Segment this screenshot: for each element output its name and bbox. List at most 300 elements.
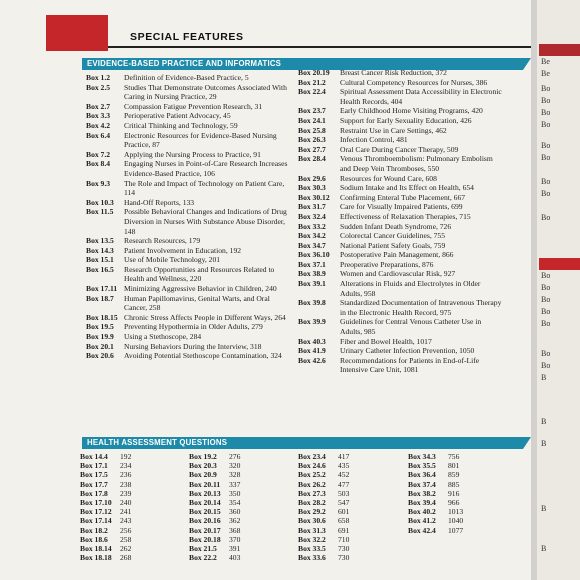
- feature-title: Urinary Catheter Infection Prevention, 1050: [340, 346, 475, 356]
- page-number: 601: [338, 507, 350, 517]
- health-assessment-column-2: [189, 452, 289, 562]
- box-number: Box 28.4: [298, 154, 326, 164]
- feature-title: Recommendations for Patients in End-of-Life Intensive Care Unit, 1081: [340, 355, 480, 375]
- page-number: 403: [229, 553, 241, 563]
- feature-entry: [298, 174, 504, 184]
- feature-title: Spiritual Assessment Data Accessibility in Electronic Health Records, 404: [340, 87, 502, 106]
- assessment-entry: [408, 507, 508, 516]
- adjacent-page-fragment: Bo: [541, 295, 551, 304]
- feature-title: National Patient Safety Goals, 759: [340, 240, 446, 250]
- box-number: Box 28.2: [298, 497, 326, 507]
- page-number: 730: [338, 553, 350, 563]
- health-assessment-heading: HEALTH ASSESSMENT QUESTIONS: [87, 438, 228, 447]
- box-number: Box 42.6: [298, 355, 326, 365]
- page-number: 452: [338, 470, 350, 480]
- feature-entry: [298, 135, 504, 145]
- box-number: Box 36.4: [408, 470, 436, 480]
- box-number: Box 30.6: [298, 516, 326, 526]
- feature-entry: [298, 145, 504, 155]
- adjacent-page-fragment: Bo: [541, 96, 551, 105]
- box-number: Box 22.4: [298, 87, 326, 97]
- adjacent-red-bar: [539, 258, 580, 270]
- feature-title: Oral Care During Cancer Therapy, 509: [340, 144, 459, 154]
- box-number: Box 25.2: [298, 470, 326, 480]
- box-number: Box 19.5: [86, 322, 114, 332]
- health-assessment-column-1: [80, 452, 180, 562]
- feature-title: Standardized Documentation of Intravenous Therapy in the Electronic Health Record, 975: [340, 298, 502, 317]
- box-number: Box 7.2: [86, 149, 111, 159]
- box-number: Box 20.3: [189, 461, 217, 471]
- feature-title: Sodium Intake and Its Effect on Health, 654: [340, 183, 474, 193]
- assessment-entry: [189, 452, 289, 461]
- feature-entry: [86, 73, 290, 83]
- feature-entry: [86, 342, 290, 352]
- box-number: Box 18.6: [80, 534, 108, 544]
- assessment-entry: [189, 516, 289, 525]
- box-number: Box 24.6: [298, 461, 326, 471]
- box-number: Box 26.3: [298, 135, 326, 145]
- assessment-entry: [298, 526, 398, 535]
- box-number: Box 20.17: [189, 525, 221, 535]
- page-number: 859: [448, 470, 460, 480]
- adjacent-page-fragment: B: [541, 373, 547, 382]
- feature-entry: [86, 246, 290, 256]
- feature-title: Colorectal Cancer Guidelines, 755: [340, 231, 446, 241]
- feature-entry: [86, 102, 290, 112]
- feature-title: Guidelines for Central Venous Catheter Use in Adults, 985: [340, 317, 482, 337]
- feature-title: Studies That Demonstrate Outcomes Associated With Caring in Nursing Practice, 29: [124, 82, 287, 102]
- page-number: 756: [448, 452, 460, 461]
- feature-entry: [298, 116, 504, 126]
- page-number: 547: [338, 497, 350, 507]
- box-number: Box 41.9: [298, 346, 326, 356]
- assessment-entry: [408, 480, 508, 489]
- assessment-entry: [298, 544, 398, 553]
- feature-title: Confirming Enteral Tube Placement, 667: [340, 192, 466, 202]
- page-number: 658: [338, 516, 350, 526]
- feature-entry: [298, 126, 504, 136]
- box-number: Box 34.7: [298, 240, 326, 250]
- feature-title: Perioperative Patient Advocacy, 45: [124, 111, 231, 121]
- assessment-entry: [189, 489, 289, 498]
- page-number: 477: [338, 479, 350, 489]
- assessment-entry: [80, 516, 180, 525]
- health-assessment-column-4: [408, 452, 508, 535]
- feature-entry: [86, 294, 290, 313]
- assessment-entry: [298, 470, 398, 479]
- box-number: Box 31.7: [298, 202, 326, 212]
- page-number: 328: [229, 470, 241, 480]
- assessment-entry: [189, 461, 289, 470]
- assessment-entry: [298, 553, 398, 562]
- page-number: 350: [229, 488, 241, 498]
- feature-title: Research Opportunities and Resources Related to Health and Wellness, 220: [124, 264, 275, 284]
- feature-title: Human Papillomavirus, Genital Warts, and Oral Cancer, 258: [124, 293, 270, 313]
- box-number: Box 33.2: [298, 221, 326, 231]
- ebp-right-column: [298, 68, 504, 375]
- feature-entry: [298, 106, 504, 116]
- assessment-entry: [408, 489, 508, 498]
- box-number: Box 2.5: [86, 82, 111, 92]
- box-number: Box 32.2: [298, 534, 326, 544]
- box-number: Box 17.12: [80, 507, 112, 517]
- page-number: 262: [120, 543, 132, 553]
- assessment-entry: [298, 516, 398, 525]
- box-number: Box 18.7: [86, 293, 114, 303]
- feature-entry: [298, 317, 504, 336]
- feature-entry: [298, 346, 504, 356]
- page-number: 503: [338, 488, 350, 498]
- feature-entry: [86, 150, 290, 160]
- box-number: Box 20.14: [189, 497, 221, 507]
- box-number: Box 17.7: [80, 479, 108, 489]
- feature-entry: [298, 241, 504, 251]
- feature-title: Definition of Evidence-Based Practice, 5: [124, 73, 249, 82]
- feature-entry: [298, 78, 504, 88]
- feature-entry: [86, 198, 290, 208]
- feature-entry: [86, 332, 290, 342]
- box-number: Box 37.4: [408, 479, 436, 489]
- assessment-entry: [298, 489, 398, 498]
- box-number: Box 30.3: [298, 183, 326, 193]
- box-number: Box 17.1: [80, 461, 108, 471]
- assessment-entry: [189, 498, 289, 507]
- feature-title: Care for Visually Impaired Patients, 699: [340, 202, 463, 212]
- box-number: Box 20.13: [189, 488, 221, 498]
- box-number: Box 4.2: [86, 120, 111, 130]
- box-number: Box 16.5: [86, 264, 114, 274]
- feature-entry: [298, 68, 504, 78]
- assessment-entry: [80, 470, 180, 479]
- feature-title: Avoiding Potential Stethoscope Contamination, 324: [124, 351, 282, 361]
- feature-entry: [298, 279, 504, 298]
- assessment-entry: [80, 452, 180, 461]
- adjacent-page-edge: [531, 0, 580, 580]
- adjacent-page-fragment: Bo: [541, 108, 551, 117]
- feature-title: Sudden Infant Death Syndrome, 726: [340, 221, 452, 231]
- assessment-entry: [189, 507, 289, 516]
- box-number: Box 29.2: [298, 507, 326, 517]
- box-number: Box 17.14: [80, 516, 112, 526]
- box-number: Box 37.1: [298, 259, 326, 269]
- page-number: 710: [338, 534, 350, 544]
- feature-title: Use of Mobile Technology, 201: [124, 255, 221, 265]
- page-number: 391: [229, 543, 241, 553]
- feature-title: Support for Early Sexuality Education, 426: [340, 115, 472, 125]
- page-number: 360: [229, 507, 241, 517]
- assessment-entry: [298, 461, 398, 470]
- feature-entry: [86, 322, 290, 332]
- page-number: 435: [338, 461, 350, 471]
- adjacent-page-fragment: Be: [541, 69, 550, 78]
- box-number: Box 41.2: [408, 516, 436, 526]
- box-number: Box 14.3: [86, 245, 114, 255]
- box-number: Box 33.5: [298, 543, 326, 553]
- ebp-heading: EVIDENCE-BASED PRACTICE AND INFORMATICS: [87, 59, 282, 68]
- feature-entry: [298, 337, 504, 347]
- page-number: 241: [120, 507, 132, 517]
- assessment-entry: [189, 480, 289, 489]
- box-number: Box 38.9: [298, 269, 326, 279]
- feature-entry: [86, 179, 290, 198]
- box-number: Box 19.2: [189, 452, 217, 461]
- assessment-entry: [189, 526, 289, 535]
- feature-title: Postoperative Pain Management, 866: [340, 250, 454, 260]
- assessment-entry: [189, 470, 289, 479]
- adjacent-page-fragment: Be: [541, 57, 550, 66]
- box-number: Box 13.5: [86, 236, 114, 246]
- adjacent-page-fragment: Bo: [541, 120, 551, 129]
- box-number: Box 18.2: [80, 525, 108, 535]
- feature-entry: [86, 284, 290, 294]
- box-number: Box 2.7: [86, 101, 111, 111]
- feature-entry: [298, 193, 504, 203]
- feature-title: Engaging Nurses in Point-of-Care Research Increases Evidence-Based Practice, 106: [124, 159, 288, 178]
- page-number: 268: [120, 553, 132, 563]
- page-number: 258: [120, 534, 132, 544]
- box-number: Box 9.3: [86, 178, 111, 188]
- box-number: Box 14.4: [80, 452, 108, 461]
- page-number: 240: [120, 497, 132, 507]
- box-number: Box 32.4: [298, 211, 326, 221]
- feature-title: Breast Cancer Risk Reduction, 372: [340, 68, 447, 77]
- box-number: Box 39.8: [298, 298, 326, 308]
- feature-entry: [298, 222, 504, 232]
- page-number: 1013: [448, 507, 464, 517]
- box-number: Box 23.4: [298, 452, 326, 461]
- feature-title: Infection Control, 481: [340, 135, 408, 145]
- feature-title: Minimizing Aggressive Behavior in Children, 240: [124, 284, 277, 294]
- box-number: Box 23.7: [298, 106, 326, 116]
- feature-entry: [86, 111, 290, 121]
- adjacent-page-fragment: Bo: [541, 349, 551, 358]
- page-number: 691: [338, 525, 350, 535]
- box-number: Box 3.3: [86, 111, 111, 121]
- feature-entry: [86, 131, 290, 150]
- box-number: Box 20.9: [189, 470, 217, 480]
- title-divider: [108, 46, 531, 48]
- feature-entry: [86, 265, 290, 284]
- feature-entry: [86, 83, 290, 102]
- assessment-entry: [298, 535, 398, 544]
- adjacent-page-fragment: Bo: [541, 84, 551, 93]
- adjacent-page-fragment: Bo: [541, 141, 551, 150]
- page-number: 1040: [448, 516, 464, 526]
- adjacent-page-fragment: Bo: [541, 213, 551, 222]
- feature-title: Nursing Behaviors During the Interview, 318: [124, 341, 262, 351]
- feature-entry: [298, 356, 504, 375]
- feature-title: Restraint Use in Care Settings, 462: [340, 125, 447, 135]
- box-number: Box 38.2: [408, 488, 436, 498]
- assessment-entry: [80, 498, 180, 507]
- box-number: Box 18.14: [80, 543, 112, 553]
- page-number: 801: [448, 461, 460, 471]
- feature-title: Cultural Competency Resources for Nurses, 386: [340, 77, 488, 87]
- page-number: 234: [120, 461, 132, 471]
- box-number: Box 15.1: [86, 255, 114, 265]
- feature-title: Critical Thinking and Technology, 59: [124, 120, 238, 130]
- adjacent-page-fragment: Bo: [541, 307, 551, 316]
- assessment-entry: [80, 480, 180, 489]
- page-number: 1077: [448, 525, 464, 535]
- page-number: 362: [229, 516, 241, 526]
- feature-entry: [86, 351, 290, 361]
- box-number: Box 34.3: [408, 452, 436, 461]
- feature-title: Effectiveness of Relaxation Therapies, 715: [340, 211, 471, 221]
- section-color-tab: [46, 15, 108, 51]
- feature-entry: [298, 212, 504, 222]
- feature-title: Electronic Resources for Evidence-Based Nursing Practice, 87: [124, 130, 277, 150]
- feature-entry: [298, 298, 504, 317]
- page-number: 239: [120, 488, 132, 498]
- box-number: Box 20.19: [298, 68, 330, 77]
- assessment-entry: [189, 544, 289, 553]
- feature-entry: [86, 159, 290, 178]
- feature-entry: [298, 87, 504, 106]
- box-number: Box 17.10: [80, 497, 112, 507]
- assessment-entry: [408, 498, 508, 507]
- feature-entry: [86, 236, 290, 246]
- box-number: Box 36.10: [298, 250, 330, 260]
- page-number: 916: [448, 488, 460, 498]
- feature-entry: [86, 255, 290, 265]
- assessment-entry: [298, 452, 398, 461]
- page-number: 730: [338, 543, 350, 553]
- page-number: 370: [229, 534, 241, 544]
- feature-entry: [298, 183, 504, 193]
- assessment-entry: [189, 553, 289, 562]
- assessment-entry: [189, 535, 289, 544]
- adjacent-page-fragment: Bo: [541, 189, 551, 198]
- box-number: Box 10.3: [86, 197, 114, 207]
- feature-title: Applying the Nursing Process to Practice, 91: [124, 149, 261, 159]
- box-number: Box 21.2: [298, 77, 326, 87]
- box-number: Box 20.18: [189, 534, 221, 544]
- box-number: Box 18.15: [86, 312, 118, 322]
- feature-title: Possible Behavioral Changes and Indications of Drug Diversion in Nurses With Substance Abuse Disorder, 148: [124, 207, 287, 236]
- adjacent-page-fragment: Bo: [541, 361, 551, 370]
- assessment-entry: [80, 535, 180, 544]
- page-number: 192: [120, 452, 132, 461]
- box-number: Box 29.6: [298, 173, 326, 183]
- feature-title: Hand-Off Reports, 133: [124, 197, 195, 207]
- box-number: Box 34.2: [298, 231, 326, 241]
- box-number: Box 20.11: [189, 479, 221, 489]
- feature-title: Preoperative Preparations, 876: [340, 259, 434, 269]
- feature-entry: [298, 260, 504, 270]
- feature-title: Early Childhood Home Visiting Programs, 420: [340, 106, 483, 116]
- feature-entry: [298, 202, 504, 212]
- feature-title: Fiber and Bowel Health, 1017: [340, 336, 432, 346]
- feature-entry: [86, 313, 290, 323]
- assessment-entry: [408, 452, 508, 461]
- feature-title: Research Resources, 179: [124, 236, 201, 246]
- adjacent-page-fragment: B: [541, 504, 547, 513]
- box-number: Box 19.9: [86, 332, 114, 342]
- box-number: Box 33.6: [298, 553, 326, 563]
- ebp-left-column: [86, 73, 290, 361]
- box-number: Box 18.18: [80, 553, 112, 563]
- box-number: Box 27.3: [298, 488, 326, 498]
- assessment-entry: [80, 544, 180, 553]
- assessment-entry: [80, 553, 180, 562]
- page-number: 256: [120, 525, 132, 535]
- assessment-entry: [298, 480, 398, 489]
- box-number: Box 25.8: [298, 125, 326, 135]
- box-number: Box 20.1: [86, 341, 114, 351]
- box-number: Box 31.3: [298, 525, 326, 535]
- assessment-entry: [80, 489, 180, 498]
- assessment-entry: [408, 470, 508, 479]
- feature-title: Chronic Stress Affects People in Different Ways, 264: [124, 312, 286, 322]
- assessment-entry: [80, 507, 180, 516]
- feature-entry: [298, 154, 504, 173]
- feature-title: Patient Involvement in Education, 192: [124, 245, 242, 255]
- feature-entry: [86, 207, 290, 236]
- box-number: Box 39.9: [298, 317, 326, 327]
- box-number: Box 20.6: [86, 351, 114, 361]
- box-number: Box 42.4: [408, 525, 436, 535]
- feature-title: The Role and Impact of Technology on Patient Care, 114: [124, 178, 285, 198]
- page-number: 236: [120, 470, 132, 480]
- feature-title: Women and Cardiovascular Risk, 927: [340, 269, 456, 279]
- box-number: Box 30.12: [298, 192, 330, 202]
- assessment-entry: [408, 516, 508, 525]
- box-number: Box 17.11: [86, 284, 118, 294]
- page-number: 417: [338, 452, 350, 461]
- box-number: Box 6.4: [86, 130, 111, 140]
- box-number: Box 11.5: [86, 207, 114, 217]
- page-number: 337: [229, 479, 241, 489]
- page-number: 243: [120, 516, 132, 526]
- adjacent-page-fragment: B: [541, 544, 547, 553]
- adjacent-page-fragment: Bo: [541, 283, 551, 292]
- adjacent-page-fragment: Bo: [541, 319, 551, 328]
- feature-entry: [298, 231, 504, 241]
- box-number: Box 1.2: [86, 73, 111, 82]
- adjacent-page-fragment: B: [541, 439, 547, 448]
- page-number: 885: [448, 479, 460, 489]
- feature-entry: [298, 250, 504, 260]
- box-number: Box 17.8: [80, 488, 108, 498]
- health-assessment-column-3: [298, 452, 398, 562]
- box-number: Box 20.16: [189, 516, 221, 526]
- adjacent-page-fragment: Bo: [541, 271, 551, 280]
- box-number: Box 21.5: [189, 543, 217, 553]
- box-number: Box 26.2: [298, 479, 326, 489]
- adjacent-page-fragment: Bo: [541, 153, 551, 162]
- box-number: Box 24.1: [298, 115, 326, 125]
- box-number: Box 8.4: [86, 159, 111, 169]
- assessment-entry: [298, 507, 398, 516]
- box-number: Box 22.2: [189, 553, 217, 563]
- assessment-entry: [80, 526, 180, 535]
- assessment-entry: [80, 461, 180, 470]
- page-number: 320: [229, 461, 241, 471]
- feature-title: Using a Stethoscope, 284: [124, 332, 202, 342]
- adjacent-red-bar: [539, 44, 580, 56]
- box-number: Box 40.3: [298, 336, 326, 346]
- assessment-entry: [408, 461, 508, 470]
- feature-entry: [86, 121, 290, 131]
- page-number: 276: [229, 452, 241, 461]
- section-title: SPECIAL FEATURES: [130, 31, 244, 43]
- assessment-entry: [298, 498, 398, 507]
- feature-title: Compassion Fatigue Prevention Research, 31: [124, 101, 263, 111]
- adjacent-page-fragment: Bo: [541, 177, 551, 186]
- page-number: 368: [229, 525, 241, 535]
- feature-title: Preventing Hypothermia in Older Adults, 279: [124, 322, 263, 332]
